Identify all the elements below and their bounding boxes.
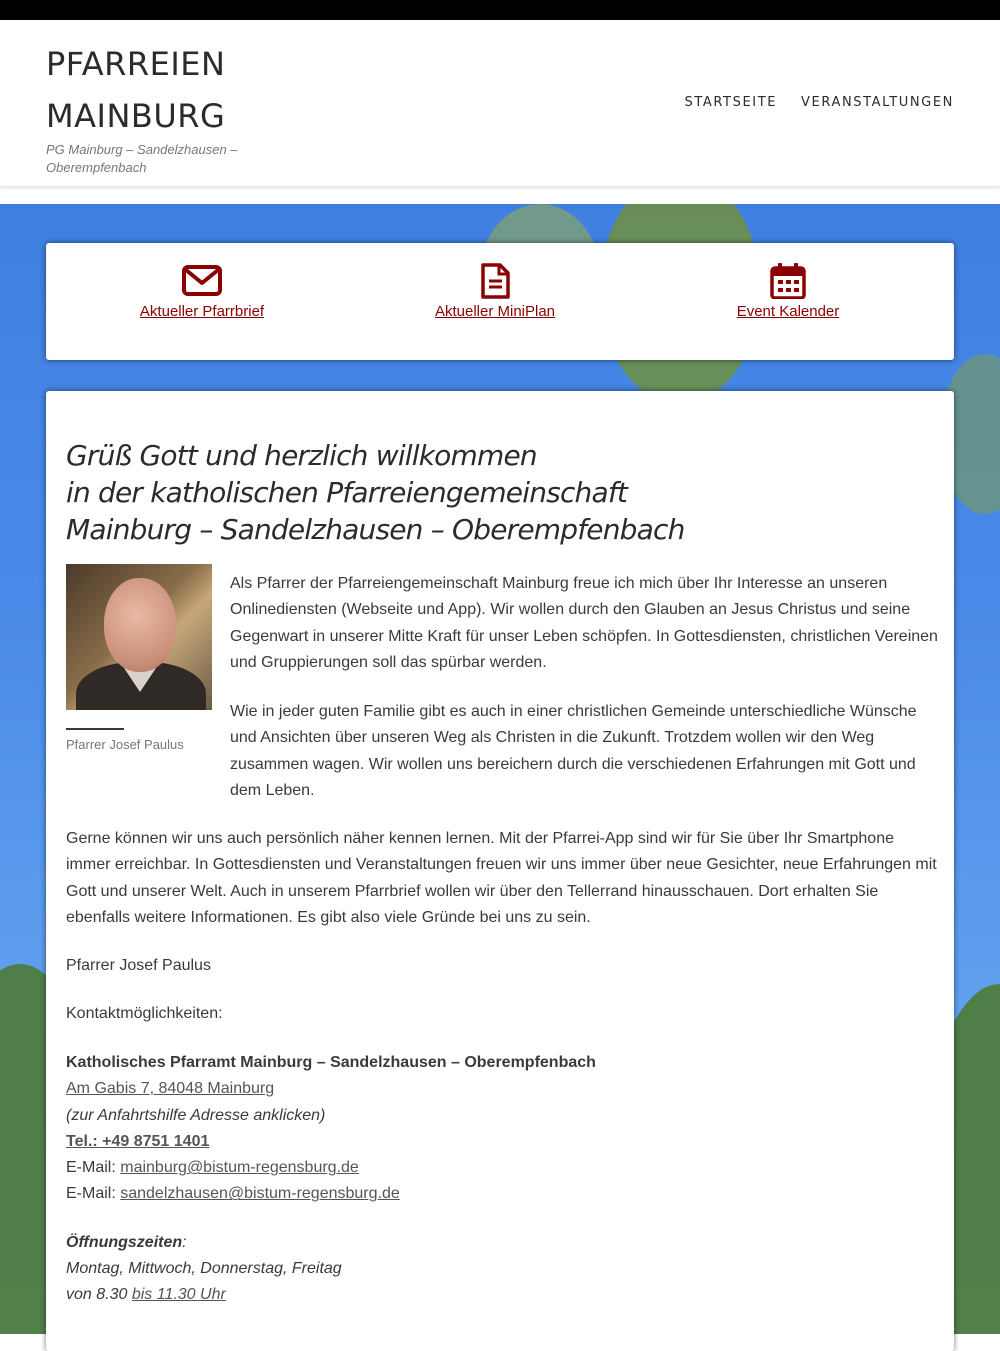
photo-caption: Pfarrer Josef Paulus xyxy=(66,737,184,752)
nav-item-veranstaltungen[interactable]: VERANSTALTUNGEN xyxy=(801,95,954,110)
meet-paragraph: Gerne können wir uns auch persönlich näher kennen lernen. Mit der Pfarrei-App sind wir für Sie über Ihr Smartphone immer erreichbar. In Gottesdiensten und Veranstaltungen freuen wir uns immer über neue Gesichter, neue Erfahrungen mit Gott und unserer Welt. Auch in unserem Pfarrbrief wollen wir über den Tellerrand hinausschauen. Dort erhalten Sie ebenfalls weitere Informationen. Es gibt also viele Gründe bei uns zu sein. xyxy=(66,830,937,926)
email-label: E-Mail: xyxy=(66,1159,121,1177)
envelope-icon xyxy=(181,263,223,299)
opening-hours-to-link[interactable]: bis 11.30 Uhr xyxy=(131,1286,226,1304)
email-mainburg-link[interactable]: mainburg@bistum-regensburg.de xyxy=(120,1159,359,1177)
welcome-line-1: Grüß Gott und herzlich willkommen xyxy=(66,439,537,472)
quicklinks-card xyxy=(46,243,954,360)
opening-hours-title xyxy=(66,1230,926,1256)
main-content-card xyxy=(46,391,954,1351)
signature: Pfarrer Josef Paulus xyxy=(66,957,211,974)
nav-item-startseite[interactable]: STARTSEITE xyxy=(684,95,778,110)
quicklink-calendar-label[interactable]: Event Kalender xyxy=(736,303,840,320)
contact-email-row-1 xyxy=(66,1155,926,1181)
document-icon xyxy=(474,263,516,299)
contact-organization: Katholisches Pfarramt Mainburg – Sandelzhausen – Oberempfenbach xyxy=(66,1054,596,1071)
opening-hours-times xyxy=(66,1282,926,1308)
opening-hours-from: von 8.30 xyxy=(66,1286,132,1304)
opening-hours-title-text: Öffnungszeiten xyxy=(66,1233,183,1251)
opening-hours-colon: : xyxy=(182,1233,187,1251)
welcome-line-3: Mainburg – Sandelzhausen – Oberempfenbach xyxy=(66,513,685,546)
contact-address-hint: (zur Anfahrtshilfe Adresse anklicken) xyxy=(66,1106,326,1124)
family-paragraph: Wie in jeder guten Familie gibt es auch in einer christlichen Gemeinde unterschiedliche Wünsche und Ansichten über unseren Weg als Christen in die Zukunft. Trotzdem wollen wir den Weg zusammen wagen. Wir wollen uns bereichern durch die verschiedenen Erfahrungen mit Gott und dem Leben. xyxy=(230,703,917,799)
contact-heading: Kontaktmöglichkeiten: xyxy=(66,1005,223,1022)
contact-block xyxy=(66,1050,926,1309)
site-header xyxy=(0,20,1000,187)
intro-paragraph: Als Pfarrer der Pfarreiengemeinschaft Mainburg freue ich mich über Ihr Interesse an unseren Onlinediensten (Webseite und App). Wir wollen durch den Glauben an Jesus Christus und seine Gegenwart in unserer Mitte Kraft für unser Leben schöpfen. In Gottesdiensten, christlichen Vereinen und Gruppierungen soll das spürbar werden. xyxy=(230,575,938,671)
welcome-line-2: in der katholischen Pfarreiengemeinschaft xyxy=(66,476,628,509)
site-title[interactable]: PFARREIEN MAINBURG xyxy=(46,45,226,135)
quicklink-pfarrbrief-label[interactable]: Aktueller Pfarrbrief xyxy=(139,303,265,320)
top-bar xyxy=(0,0,1000,20)
quicklink-pfarrbrief[interactable] xyxy=(92,263,312,321)
contact-address-link[interactable]: Am Gabis 7, 84048 Mainburg xyxy=(66,1080,275,1098)
welcome-heading xyxy=(66,437,685,548)
opening-hours-days: Montag, Mittwoch, Donnerstag, Freitag xyxy=(66,1260,342,1278)
main-nav xyxy=(684,95,954,110)
caption-rule xyxy=(66,728,124,730)
email-sandelzhausen-link[interactable]: sandelzhausen@bistum-regensburg.de xyxy=(120,1185,400,1203)
email-label: E-Mail: xyxy=(66,1185,121,1203)
quicklink-miniplan-label[interactable]: Aktueller MiniPlan xyxy=(434,303,556,320)
quicklink-calendar[interactable] xyxy=(678,263,898,321)
pastor-photo xyxy=(66,564,212,710)
contact-email-row-2 xyxy=(66,1181,926,1207)
site-description: PG Mainburg – Sandelzhausen – Oberempfenbach xyxy=(46,142,238,175)
calendar-icon xyxy=(767,263,809,299)
contact-phone-link[interactable]: Tel.: +49 8751 1401 xyxy=(66,1132,210,1150)
quicklink-miniplan[interactable] xyxy=(385,263,605,321)
